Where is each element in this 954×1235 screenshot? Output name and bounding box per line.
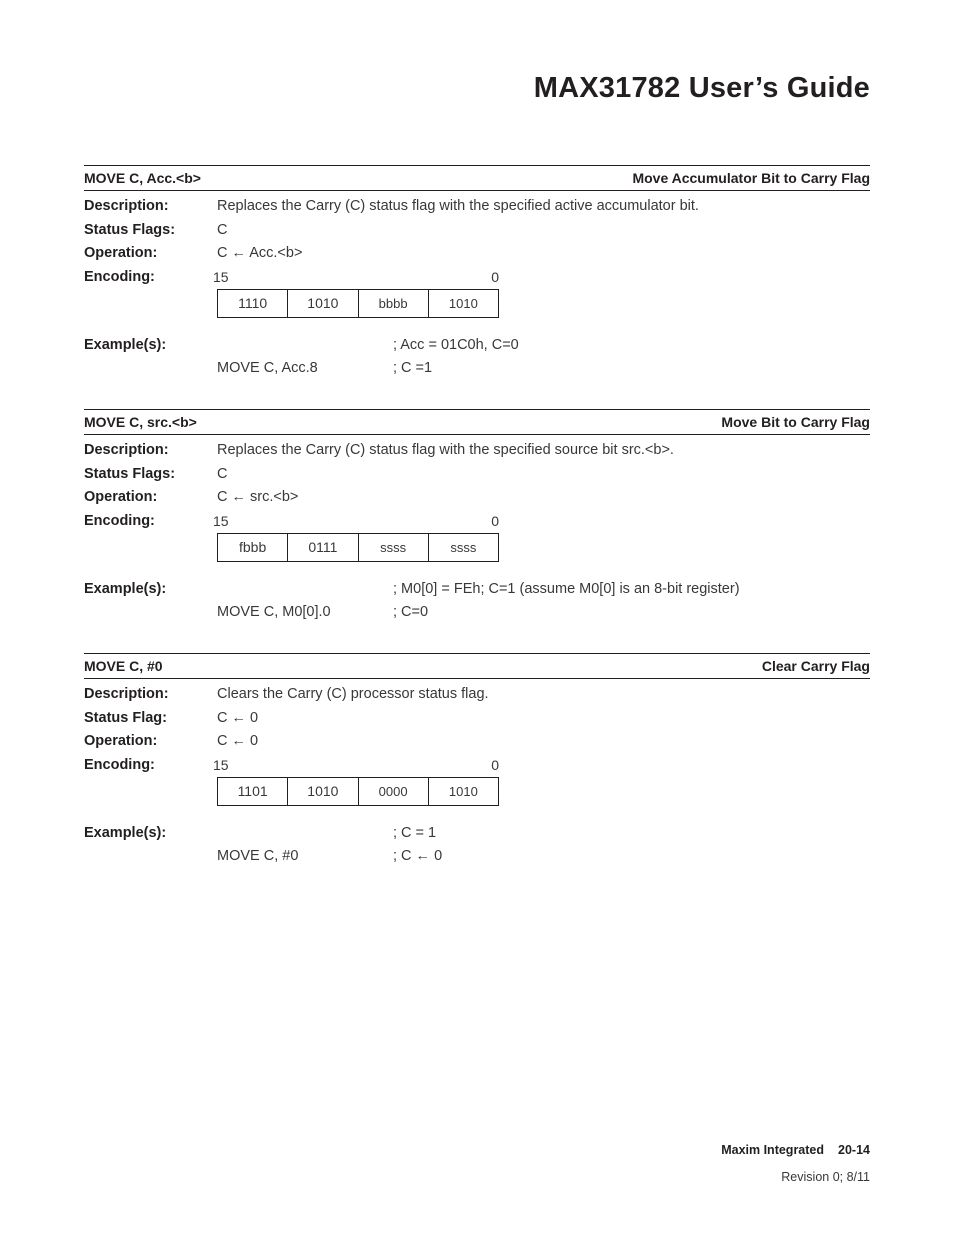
bit-numbers xyxy=(213,513,499,531)
instruction-move-c-src-bit xyxy=(84,409,870,620)
encoding-label: Encoding: xyxy=(84,757,155,773)
encoding-cell: 1101 xyxy=(218,778,288,805)
bit-low: 0 xyxy=(491,757,499,773)
encoding-cell: 1110 xyxy=(218,290,288,317)
instruction-heading: Move Bit to Carry Flag xyxy=(721,414,870,430)
description-row xyxy=(84,198,870,218)
description-label: Description: xyxy=(84,198,169,214)
instruction-move-c-acc-bit xyxy=(84,165,870,376)
encoding-cell: bbbb xyxy=(359,290,429,317)
description-text: Clears the Carry (C) processor status flag. xyxy=(217,686,489,702)
description-label: Description: xyxy=(84,686,169,702)
example-row xyxy=(84,604,870,624)
status-flags-value: C ← 0 xyxy=(217,710,259,726)
status-flags-label: Status Flags: xyxy=(84,222,176,238)
bit-low: 0 xyxy=(491,513,499,529)
encoding-cell: 1010 xyxy=(448,784,478,799)
encoding-label: Encoding: xyxy=(84,513,155,529)
status-flags-row xyxy=(84,710,870,730)
page-footer xyxy=(707,1143,870,1157)
example-code: MOVE C, Acc.8 xyxy=(217,360,318,376)
status-flags-row xyxy=(84,466,870,486)
instruction-move-c-zero xyxy=(84,653,870,864)
operation-row xyxy=(84,245,870,265)
operation-value: C ← 0 xyxy=(217,733,259,749)
bit-high: 15 xyxy=(213,513,229,529)
example-row xyxy=(84,337,870,357)
example-code: MOVE C, M0[0].0 xyxy=(217,604,331,620)
bit-high: 15 xyxy=(213,269,229,285)
operation-label: Operation: xyxy=(84,489,158,505)
instruction-mnemonic: MOVE C, #0 xyxy=(84,658,163,674)
encoding-cell: fbbb xyxy=(218,534,288,561)
bit-low: 0 xyxy=(491,269,499,285)
example-comment: ; M0[0] = FEh; C=1 (assume M0[0] is an 8-bit register) xyxy=(393,581,740,597)
section-header xyxy=(84,653,870,679)
bit-numbers xyxy=(213,757,499,775)
description-text: Replaces the Carry (C) status flag with the specified source bit src.<b>. xyxy=(217,442,674,458)
page-title: MAX31782 User’s Guide xyxy=(533,72,870,104)
section-header xyxy=(84,165,870,191)
example-comment: ; C =1 xyxy=(393,360,433,376)
instruction-heading: Move Accumulator Bit to Carry Flag xyxy=(632,170,870,186)
example-comment: ; C ← 0 xyxy=(393,848,443,864)
operation-label: Operation: xyxy=(84,245,158,261)
operation-row xyxy=(84,733,870,753)
status-flags-label: Status Flags: xyxy=(84,466,176,482)
description-text: Replaces the Carry (C) status flag with the specified active accumulator bit. xyxy=(217,198,699,214)
encoding-cell: ssss xyxy=(359,534,429,561)
status-flags-value: C xyxy=(217,466,228,482)
examples-label: Example(s): xyxy=(84,581,167,597)
section-header xyxy=(84,409,870,435)
operation-value: C ← Acc.<b> xyxy=(217,245,303,261)
example-comment: ; C = 1 xyxy=(393,825,437,841)
status-flags-label: Status Flag: xyxy=(84,710,167,726)
description-row xyxy=(84,442,870,462)
footer-company: Maxim Integrated xyxy=(721,1143,825,1157)
encoding-cell: 0111 xyxy=(288,534,358,561)
encoding-table xyxy=(217,777,499,806)
encoding-label: Encoding: xyxy=(84,269,155,285)
footer-page-number: 20-14 xyxy=(838,1143,870,1157)
example-row xyxy=(84,360,870,380)
description-label: Description: xyxy=(84,442,169,458)
encoding-table xyxy=(217,533,499,562)
bit-high: 15 xyxy=(213,757,229,773)
operation-label: Operation: xyxy=(84,733,158,749)
example-comment: ; Acc = 01C0h, C=0 xyxy=(393,337,519,353)
encoding-cell: ssss xyxy=(450,540,477,555)
instruction-heading: Clear Carry Flag xyxy=(761,658,870,674)
example-row xyxy=(84,581,870,601)
encoding-cell: 1010 xyxy=(288,290,358,317)
instruction-mnemonic: MOVE C, src.<b> xyxy=(84,414,197,430)
encoding-cell: 0000 xyxy=(359,778,429,805)
encoding-cell: 1010 xyxy=(448,296,478,311)
instruction-mnemonic: MOVE C, Acc.<b> xyxy=(84,170,201,186)
encoding-table xyxy=(217,289,499,318)
example-row xyxy=(84,825,870,845)
example-row xyxy=(84,848,870,868)
footer-revision: Revision 0; 8/11 xyxy=(781,1170,870,1184)
example-comment: ; C=0 xyxy=(393,604,429,620)
examples-label: Example(s): xyxy=(84,825,167,841)
bit-numbers xyxy=(213,269,499,287)
operation-value: C ← src.<b> xyxy=(217,489,299,505)
example-code: MOVE C, #0 xyxy=(217,848,299,864)
operation-row xyxy=(84,489,870,509)
status-flags-row xyxy=(84,222,870,242)
description-row xyxy=(84,686,870,706)
examples-label: Example(s): xyxy=(84,337,167,353)
encoding-cell: 1010 xyxy=(288,778,358,805)
status-flags-value: C xyxy=(217,222,228,238)
